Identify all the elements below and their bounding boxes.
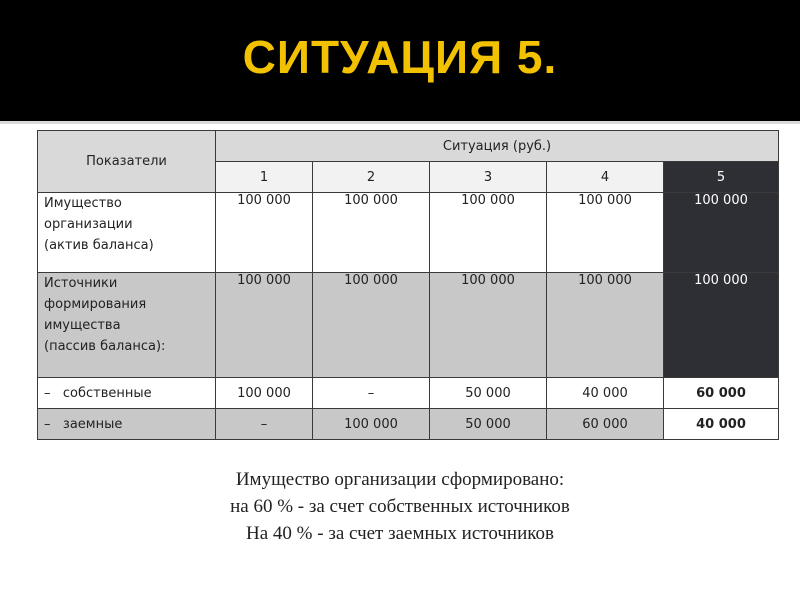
header-indicators: Показатели [38, 131, 216, 193]
table-cell: 100 000 [313, 193, 430, 273]
summary-line: на 60 % - за счет собственных источников [230, 496, 570, 517]
table-row-sources [38, 273, 779, 378]
row-label-line: организации [44, 217, 133, 232]
row-label-line: Источники [44, 276, 118, 291]
table-cell: 100 000 [547, 193, 664, 273]
title-bar [0, 0, 800, 124]
table-cell: 100 000 [216, 378, 313, 409]
table-cell-highlighted: 100 000 [664, 273, 779, 378]
table-header-row [38, 131, 779, 162]
table-cell: 60 000 [547, 409, 664, 440]
dash-marker: – [44, 416, 51, 432]
table-cell: – [216, 409, 313, 440]
row-label-line: имущества [44, 318, 121, 333]
row-label [38, 193, 216, 273]
summary-line: На 40 % - за счет заемных источников [246, 523, 554, 544]
situation-number: 1 [216, 162, 313, 193]
row-label-line: Имущество [44, 196, 122, 211]
table-cell: 50 000 [430, 409, 547, 440]
summary-line: Имущество организации сформировано: [235, 469, 565, 490]
table-cell: 100 000 [216, 193, 313, 273]
row-label [38, 409, 216, 440]
slide-title: СИТУАЦИЯ 5. [242, 31, 558, 83]
table-cell: 50 000 [430, 378, 547, 409]
row-label-line: (пассив баланса): [44, 339, 166, 354]
table-row-assets [38, 193, 779, 273]
header-situation: Ситуация (руб.) [216, 131, 779, 162]
situation-number-highlighted: 5 [664, 162, 779, 193]
table-cell: 100 000 [313, 409, 430, 440]
table-cell-highlighted: 100 000 [664, 193, 779, 273]
table-cell: 100 000 [430, 193, 547, 273]
table-row-own [38, 378, 779, 409]
situation-number: 2 [313, 162, 430, 193]
row-label-text: заемные [62, 416, 123, 432]
situation-number: 4 [547, 162, 664, 193]
table-row-borrowed [38, 409, 779, 440]
row-label-line: (актив баланса) [44, 238, 154, 253]
dash-marker: – [44, 385, 51, 401]
row-label [38, 273, 216, 378]
table-cell: 100 000 [430, 273, 547, 378]
table-cell: 100 000 [547, 273, 664, 378]
row-label [38, 378, 216, 409]
situation-number: 3 [430, 162, 547, 193]
summary-text [0, 466, 800, 547]
row-label-text: собственные [62, 385, 152, 401]
table-cell: 100 000 [216, 273, 313, 378]
table-cell: 100 000 [313, 273, 430, 378]
table-cell-bold: 60 000 [664, 378, 779, 409]
situations-table [37, 130, 779, 440]
row-label-line: формирования [44, 297, 147, 312]
table-cell: – [313, 378, 430, 409]
table-cell-bold: 40 000 [664, 409, 779, 440]
table-cell: 40 000 [547, 378, 664, 409]
